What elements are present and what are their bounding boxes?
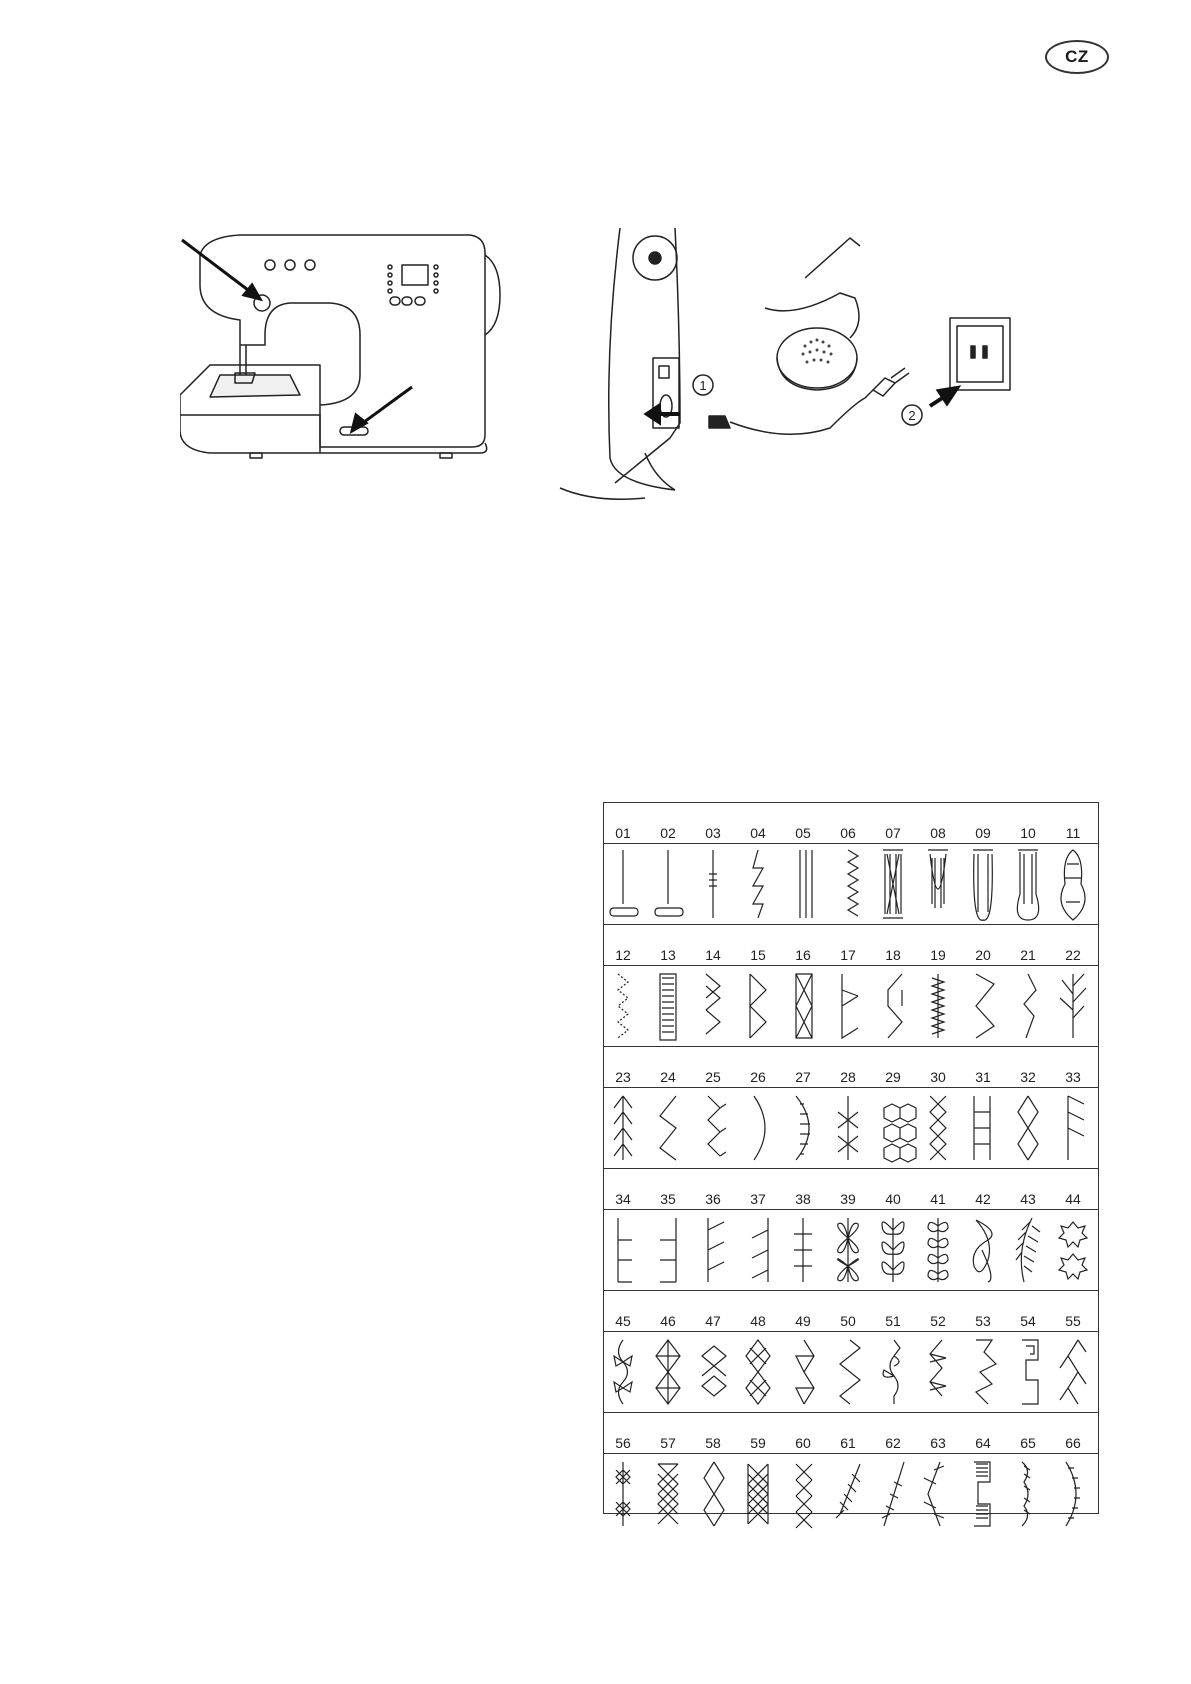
stitch-number: 15 xyxy=(750,947,766,963)
stitch-number: 35 xyxy=(660,1191,676,1207)
stitch-number: 54 xyxy=(1020,1313,1036,1329)
stitch-number: 64 xyxy=(975,1435,991,1451)
stitch-number: 29 xyxy=(885,1069,901,1085)
stitch-pattern-band xyxy=(604,965,1098,1047)
stitch-number: 12 xyxy=(615,947,631,963)
stitch-number: 18 xyxy=(885,947,901,963)
stitch-number: 03 xyxy=(705,825,721,841)
stitch-number: 37 xyxy=(750,1191,766,1207)
stitch-number: 63 xyxy=(930,1435,946,1451)
stitch-number: 30 xyxy=(930,1069,946,1085)
language-badge: CZ xyxy=(1045,40,1109,74)
stitch-number: 51 xyxy=(885,1313,901,1329)
stitch-number: 10 xyxy=(1020,825,1036,841)
stitch-number: 26 xyxy=(750,1069,766,1085)
stitch-number: 11 xyxy=(1065,825,1081,841)
stitch-number: 53 xyxy=(975,1313,991,1329)
stitch-number: 02 xyxy=(660,825,676,841)
stitch-pattern-band xyxy=(604,1209,1098,1291)
power-connection-illustration xyxy=(555,228,1045,513)
stitch-number: 39 xyxy=(840,1191,856,1207)
stitch-number: 32 xyxy=(1020,1069,1036,1085)
stitch-number: 08 xyxy=(930,825,946,841)
stitch-number: 28 xyxy=(840,1069,856,1085)
stitch-number: 45 xyxy=(615,1313,631,1329)
stitch-number: 59 xyxy=(750,1435,766,1451)
stitch-number: 56 xyxy=(615,1435,631,1451)
stitch-number: 49 xyxy=(795,1313,811,1329)
stitch-number: 62 xyxy=(885,1435,901,1451)
stitch-number: 44 xyxy=(1065,1191,1081,1207)
stitch-number: 34 xyxy=(615,1191,631,1207)
stitch-number: 05 xyxy=(795,825,811,841)
stitch-number: 14 xyxy=(705,947,721,963)
stitch-number: 52 xyxy=(930,1313,946,1329)
stitch-number: 65 xyxy=(1020,1435,1036,1451)
stitch-number: 40 xyxy=(885,1191,901,1207)
stitch-number: 19 xyxy=(930,947,946,963)
stitch-number: 06 xyxy=(840,825,856,841)
stitch-pattern-band xyxy=(604,1453,1098,1535)
stitch-pattern-table xyxy=(603,802,1099,1514)
stitch-number: 61 xyxy=(840,1435,856,1451)
sewing-machine-illustration xyxy=(180,225,510,505)
stitch-number: 48 xyxy=(750,1313,766,1329)
stitch-number: 50 xyxy=(840,1313,856,1329)
stitch-number: 60 xyxy=(795,1435,811,1451)
stitch-number: 21 xyxy=(1020,947,1036,963)
stitch-number: 17 xyxy=(840,947,856,963)
stitch-number: 09 xyxy=(975,825,991,841)
stitch-number: 41 xyxy=(930,1191,946,1207)
stitch-number: 22 xyxy=(1065,947,1081,963)
stitch-pattern-band xyxy=(604,1087,1098,1169)
stitch-number: 55 xyxy=(1065,1313,1081,1329)
stitch-number: 23 xyxy=(615,1069,631,1085)
stitch-number: 16 xyxy=(795,947,811,963)
stitch-pattern-band xyxy=(604,1331,1098,1413)
stitch-number: 66 xyxy=(1065,1435,1081,1451)
step-2-label: 2 xyxy=(908,408,916,423)
stitch-number: 36 xyxy=(705,1191,721,1207)
stitch-number: 33 xyxy=(1065,1069,1081,1085)
stitch-pattern-band xyxy=(604,843,1098,925)
stitch-number: 43 xyxy=(1020,1191,1036,1207)
stitch-number: 20 xyxy=(975,947,991,963)
stitch-number: 31 xyxy=(975,1069,991,1085)
stitch-number: 01 xyxy=(615,825,631,841)
stitch-number: 24 xyxy=(660,1069,676,1085)
stitch-number: 27 xyxy=(795,1069,811,1085)
stitch-number: 58 xyxy=(705,1435,721,1451)
step-1-label: 1 xyxy=(699,378,707,393)
stitch-number: 13 xyxy=(660,947,676,963)
stitch-number: 25 xyxy=(705,1069,721,1085)
stitch-number: 42 xyxy=(975,1191,991,1207)
stitch-number: 47 xyxy=(705,1313,721,1329)
stitch-number: 04 xyxy=(750,825,766,841)
stitch-number: 07 xyxy=(885,825,901,841)
stitch-number: 38 xyxy=(795,1191,811,1207)
stitch-number: 46 xyxy=(660,1313,676,1329)
stitch-number: 57 xyxy=(660,1435,676,1451)
